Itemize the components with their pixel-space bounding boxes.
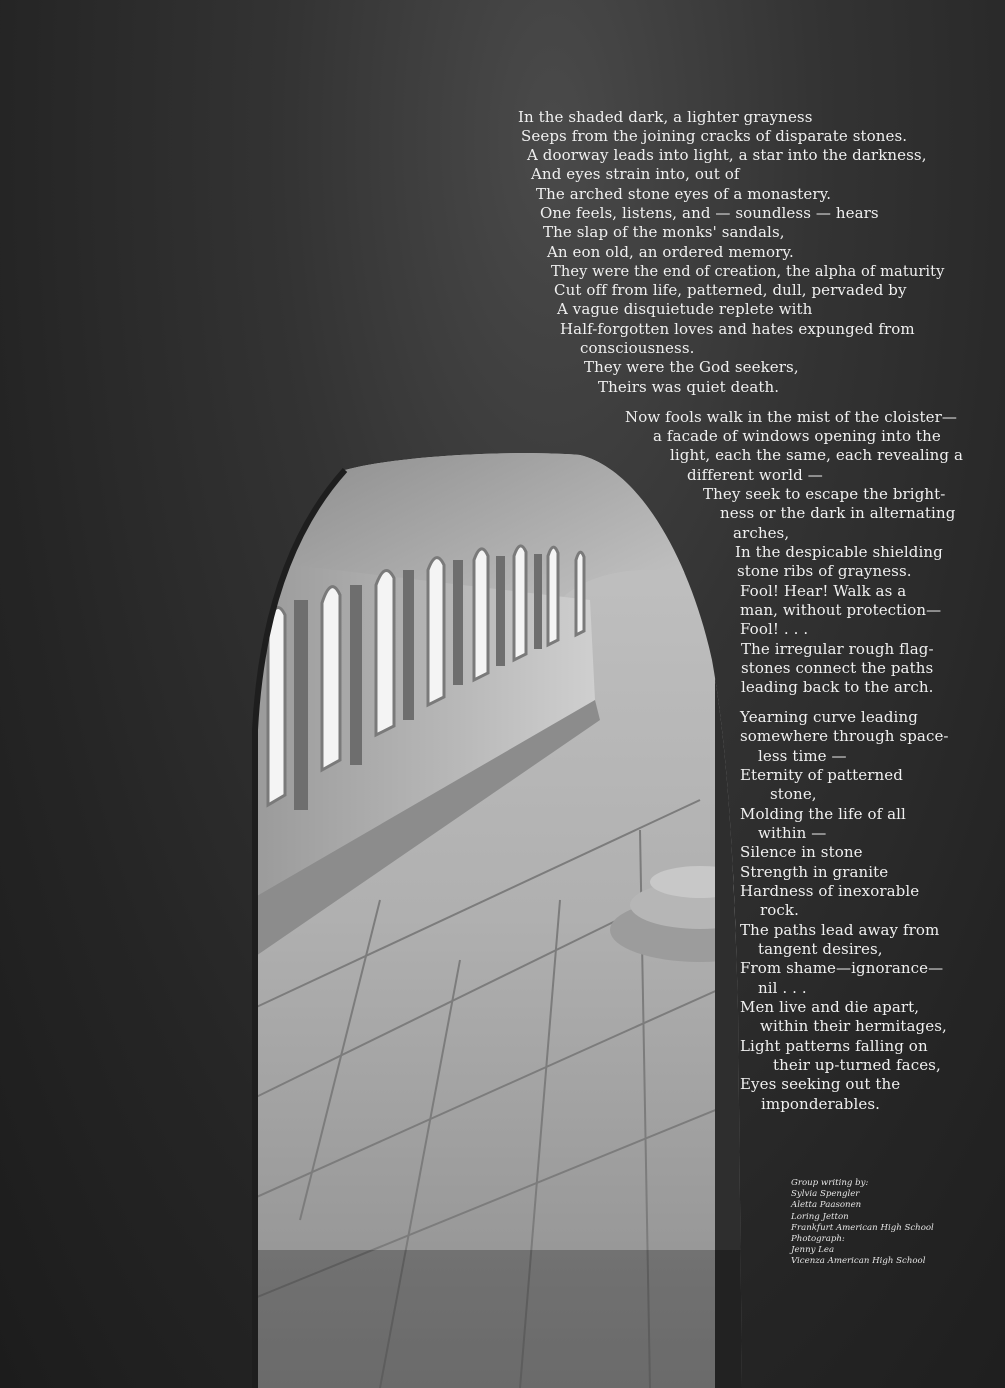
- poem-line: within —: [758, 824, 827, 842]
- poem-line: Light patterns falling on: [740, 1037, 928, 1055]
- poem-line: A vague disquietude replete with: [557, 300, 813, 318]
- poem-line: arches,: [733, 524, 790, 542]
- poem-line: consciousness.: [580, 339, 695, 357]
- poem-line: within their hermitages,: [760, 1017, 947, 1035]
- credits-name: Jenny Lea: [791, 1245, 835, 1256]
- poem-line: nil . . .: [758, 979, 807, 997]
- poem-line: ness or the dark in alternating: [720, 504, 956, 522]
- credits-name: Aletta Paasonen: [791, 1200, 862, 1211]
- poem-line: Eyes seeking out the: [740, 1075, 901, 1093]
- poem-line: stones connect the paths: [741, 659, 934, 677]
- poem-line: Yearning curve leading: [740, 708, 918, 726]
- poem-line: Seeps from the joining cracks of disparate stones.: [521, 127, 908, 145]
- poem-line: a facade of windows opening into the: [653, 427, 941, 445]
- poem-line: Fool! . . .: [740, 620, 809, 638]
- poem-line: Hardness of inexorable: [740, 882, 920, 900]
- poem-line: Half-forgotten loves and hates expunged from: [560, 320, 915, 338]
- poem-line: different world —: [687, 466, 823, 484]
- poem-line: Theirs was quiet death.: [598, 378, 780, 396]
- poem-line: Fool! Hear! Walk as a: [740, 582, 907, 600]
- poem-line: The paths lead away from: [740, 921, 940, 939]
- poem-line: their up-turned faces,: [773, 1056, 941, 1074]
- poem-line: tangent desires,: [758, 940, 883, 958]
- credits-heading: Photograph:: [791, 1234, 845, 1245]
- poem-line: Strength in granite: [740, 863, 889, 881]
- credits-block: [791, 1178, 934, 1268]
- poem-line: imponderables.: [761, 1095, 881, 1113]
- poem-line: Men live and die apart,: [740, 998, 920, 1016]
- poem-line: Cut off from life, patterned, dull, pervaded by: [554, 281, 907, 299]
- poem-line: From shame—ignorance—: [740, 959, 944, 977]
- poem-line: stone ribs of grayness.: [737, 562, 912, 580]
- poem-line: Molding the life of all: [740, 805, 906, 823]
- poem-line: In the despicable shielding: [735, 543, 943, 561]
- credits-school: Vicenza American High School: [791, 1256, 926, 1267]
- poem-line: less time —: [758, 747, 847, 765]
- credits-name: Loring Jetton: [791, 1211, 849, 1222]
- poem-line: They were the God seekers,: [584, 358, 799, 376]
- poem-line: An eon old, an ordered memory.: [547, 243, 794, 261]
- poem-line: One feels, listens, and — soundless — hears: [540, 204, 879, 222]
- poem-line: And eyes strain into, out of: [531, 165, 740, 183]
- poem-line: Silence in stone: [740, 843, 863, 861]
- poem-line: A doorway leads into light, a star into the darkness,: [527, 146, 927, 164]
- poem-line: stone,: [770, 785, 817, 803]
- poem-line: The arched stone eyes of a monastery.: [536, 185, 832, 203]
- poem-line: In the shaded dark, a lighter grayness: [518, 108, 813, 126]
- poem-line: The irregular rough flag-: [741, 640, 934, 658]
- poem-line: They were the end of creation, the alpha of maturity: [551, 263, 945, 280]
- poem-line: The slap of the monks' sandals,: [543, 223, 785, 241]
- credits-school: Frankfurt American High School: [791, 1222, 934, 1233]
- poem-line: Now fools walk in the mist of the cloister—: [625, 408, 957, 426]
- poem-line: Eternity of patterned: [740, 766, 903, 784]
- poem-line: rock.: [760, 901, 799, 919]
- poem-line: They seek to escape the bright-: [703, 485, 946, 503]
- poem-line: man, without protection—: [740, 601, 942, 619]
- poem-line: light, each the same, each revealing a: [670, 446, 964, 464]
- credits-heading: Group writing by:: [791, 1178, 869, 1188]
- poem-line: leading back to the arch.: [741, 678, 934, 696]
- credits-name: Sylvia Spengler: [791, 1189, 860, 1200]
- poem-line: somewhere through space-: [740, 727, 949, 745]
